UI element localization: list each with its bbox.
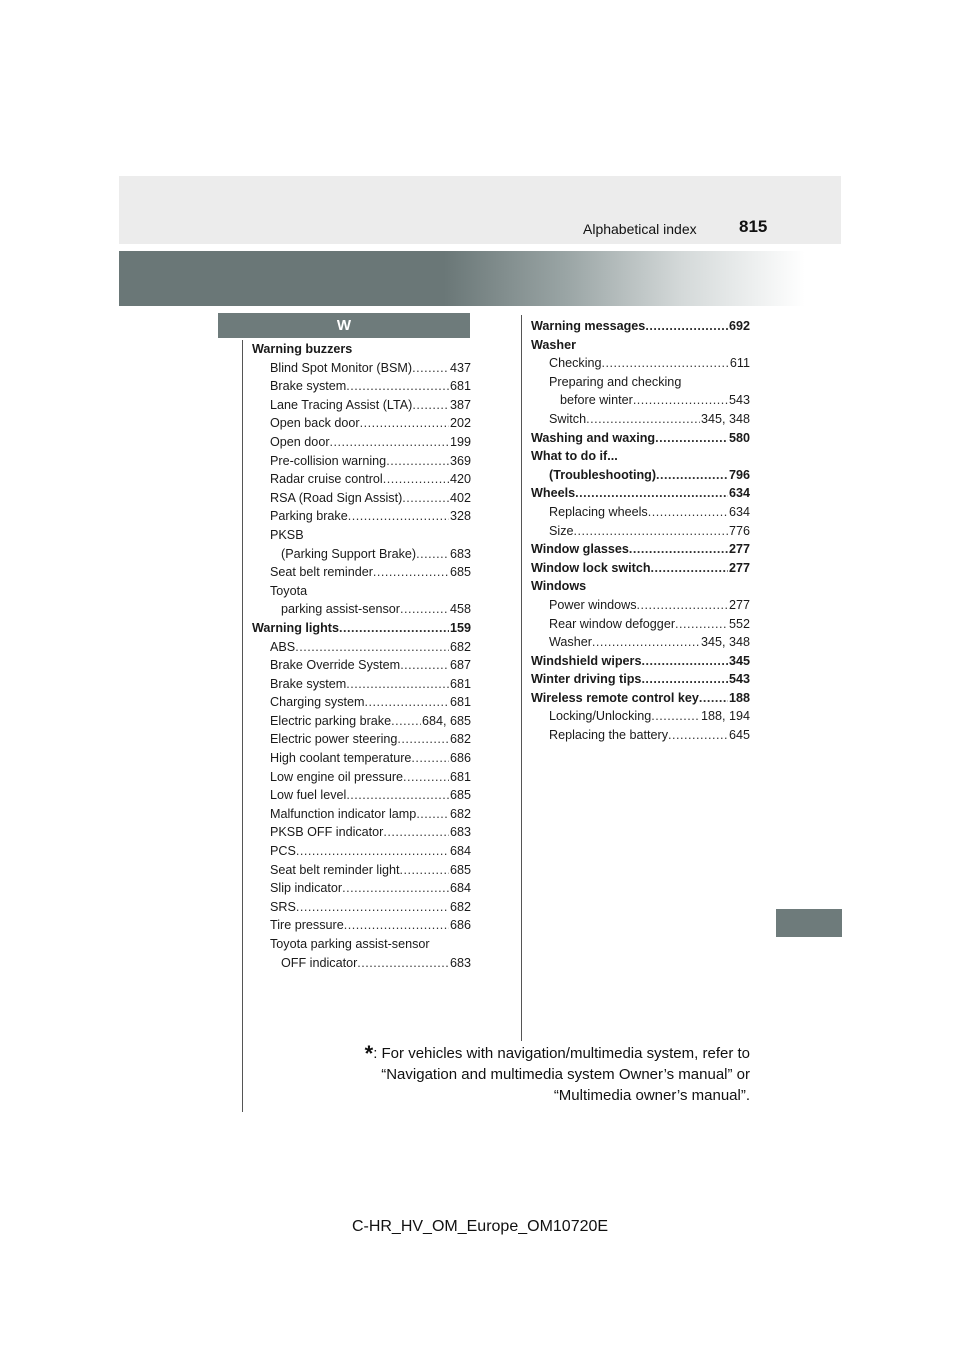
index-entry-text: Window lock switch <box>531 560 651 575</box>
index-entry-text: Locking/Unlocking <box>549 709 652 724</box>
index-entry-text: High coolant temperature <box>270 751 412 766</box>
index-entry <box>252 377 471 396</box>
index-entry <box>252 712 471 731</box>
left-margin-divider <box>242 340 243 1112</box>
dot-leader <box>416 805 449 824</box>
index-entry-text: PKSB <box>270 527 304 542</box>
index-entry <box>252 898 471 917</box>
index-entry-page: 681 <box>449 695 471 710</box>
dot-leader <box>339 619 449 638</box>
dot-leader <box>641 652 728 671</box>
index-entry-text: Warning buzzers <box>252 342 353 356</box>
index-entry <box>252 693 471 712</box>
index-column-left <box>252 340 471 972</box>
dot-leader <box>699 689 728 708</box>
index-entry-text: (Troubleshooting) <box>549 467 657 482</box>
index-entry-page: 683 <box>449 825 471 840</box>
dot-leader <box>357 954 449 973</box>
dot-leader <box>629 540 728 559</box>
index-entry-page: 420 <box>449 472 471 487</box>
index-entry <box>252 600 471 619</box>
index-entry <box>531 689 750 708</box>
index-entry-text: Lane Tracing Assist (LTA) <box>270 397 413 412</box>
index-entry <box>531 652 750 671</box>
index-entry-text: Windshield wipers <box>531 653 642 668</box>
index-entry <box>531 317 750 336</box>
page-number: 815 <box>739 217 768 236</box>
dot-leader <box>346 377 449 396</box>
index-entry <box>252 879 471 898</box>
index-entry-text: Wireless remote control key <box>531 690 699 705</box>
index-entry-text: Seat belt reminder light <box>270 862 400 877</box>
dot-leader <box>360 414 449 433</box>
index-entry-text: Preparing and checking <box>549 374 682 389</box>
index-entry-page: 683 <box>449 546 471 561</box>
index-entry-text: Washer <box>549 635 592 650</box>
index-entry-text: Tire pressure <box>270 918 344 933</box>
index-entry <box>531 596 750 615</box>
index-entry-page: 681 <box>449 379 471 394</box>
index-entry-page: 776 <box>728 523 750 538</box>
letter-heading: W <box>218 313 470 338</box>
index-entry-page: 277 <box>728 597 750 612</box>
index-entry <box>531 522 750 541</box>
dot-leader <box>651 559 728 578</box>
header-band <box>119 176 841 244</box>
index-entry <box>252 452 471 471</box>
index-entry-page: 199 <box>449 434 471 449</box>
index-entry-page: 682 <box>449 732 471 747</box>
index-entry-text: Replacing the battery <box>549 728 669 743</box>
index-entry-text: Power windows <box>549 597 637 612</box>
index-entry <box>531 429 750 448</box>
index-entry-text: Switch <box>549 411 587 426</box>
dot-leader <box>391 712 421 731</box>
index-entry-text: ABS <box>270 639 296 654</box>
index-entry-page: 634 <box>728 486 750 501</box>
index-entry-page: 682 <box>449 899 471 914</box>
index-entry-page: 402 <box>449 490 471 505</box>
dot-leader <box>397 730 449 749</box>
index-entry-text: PKSB OFF indicator <box>270 825 384 840</box>
index-entry-text: Slip indicator <box>270 881 343 896</box>
index-entry <box>252 805 471 824</box>
dot-leader <box>412 396 449 415</box>
index-entry <box>531 670 750 689</box>
index-entry-text: Toyota <box>270 583 308 598</box>
dot-leader <box>668 726 728 745</box>
section-title: Alphabetical index <box>583 221 697 237</box>
index-entry-text: What to do if... <box>531 449 618 464</box>
index-entry-page: 345 <box>728 653 750 668</box>
index-entry <box>531 540 750 559</box>
index-entry <box>252 563 471 582</box>
index-entry <box>252 470 471 489</box>
index-entry <box>531 615 750 634</box>
index-entry <box>252 749 471 768</box>
index-entry-text: Brake Override System <box>270 658 401 673</box>
dot-leader <box>383 470 449 489</box>
dot-leader <box>295 638 449 657</box>
index-entry-text: (Parking Support Brake) <box>281 546 417 561</box>
index-entry-page: 543 <box>728 672 750 687</box>
index-entry <box>252 823 471 842</box>
index-entry-page: 277 <box>728 542 750 557</box>
index-entry <box>531 484 750 503</box>
dot-leader <box>633 391 728 410</box>
index-entry-text: PCS <box>270 844 296 859</box>
dot-leader <box>330 433 449 452</box>
index-entry <box>252 730 471 749</box>
index-entry-page: 387 <box>449 397 471 412</box>
index-entry-text: RSA (Road Sign Assist) <box>270 490 403 505</box>
dot-leader <box>641 670 728 689</box>
index-entry-page: 682 <box>449 806 471 821</box>
index-entry-text: Washer <box>531 337 577 352</box>
dot-leader <box>296 842 449 861</box>
index-entry-page: 188 <box>728 690 750 705</box>
dot-leader <box>342 879 449 898</box>
dot-leader <box>574 522 728 541</box>
index-entry-text: Malfunction indicator lamp <box>270 806 417 821</box>
dot-leader <box>402 489 449 508</box>
index-entry-text: SRS <box>270 899 296 914</box>
index-entry <box>252 414 471 433</box>
index-entry <box>252 842 471 861</box>
header-gradient-bar <box>119 251 841 306</box>
index-entry <box>252 582 471 601</box>
dot-leader <box>412 359 449 378</box>
index-entry-text: Checking <box>549 356 602 371</box>
dot-leader <box>675 615 728 634</box>
index-entry-text: Open door <box>270 434 330 449</box>
index-entry <box>252 526 471 545</box>
index-entry-page: 458 <box>449 602 471 617</box>
index-entry-page: 645 <box>728 728 750 743</box>
index-entry <box>531 466 750 485</box>
index-entry-text: Brake system <box>270 379 347 394</box>
index-entry <box>252 433 471 452</box>
index-entry-text: Parking brake <box>270 509 348 524</box>
index-entry <box>252 768 471 787</box>
footnote <box>300 1043 750 1106</box>
index-entry <box>252 656 471 675</box>
index-entry <box>531 577 750 596</box>
index-entry <box>252 489 471 508</box>
index-entry-text: parking assist-sensor <box>281 602 400 617</box>
dot-leader <box>383 823 449 842</box>
dot-leader <box>586 410 700 429</box>
index-entry <box>252 935 471 954</box>
index-entry-page: 611 <box>729 356 750 371</box>
index-entry-page: 684 <box>449 881 471 896</box>
index-entry-page: 437 <box>449 360 471 375</box>
dot-leader <box>655 429 728 448</box>
index-entry-text: Seat belt reminder <box>270 565 373 580</box>
index-entry-text: Radar cruise control <box>270 472 383 487</box>
index-entry-text: Open back door <box>270 416 360 431</box>
index-entry-page: 681 <box>449 769 471 784</box>
index-entry-page: 685 <box>449 565 471 580</box>
index-entry-text: OFF indicator <box>281 955 358 970</box>
index-entry <box>531 707 750 726</box>
index-entry <box>531 503 750 522</box>
index-entry-text: Warning messages <box>531 319 646 333</box>
dot-leader <box>296 898 449 917</box>
dot-leader <box>373 563 449 582</box>
index-entry-text: Size <box>549 523 574 538</box>
dot-leader <box>637 596 728 615</box>
index-entry-text: Low fuel level <box>270 788 347 803</box>
index-entry <box>531 447 750 466</box>
document-code: C-HR_HV_OM_Europe_OM10720E <box>351 1218 609 1235</box>
index-entry-page: 345, 348 <box>700 635 750 650</box>
index-entry-text: Winter driving tips <box>531 672 642 687</box>
index-entry-text: Replacing wheels <box>549 504 648 519</box>
dot-leader <box>656 466 728 485</box>
index-entry <box>252 396 471 415</box>
index-entry-text: Blind Spot Monitor (BSM) <box>270 360 413 375</box>
index-entry <box>531 633 750 652</box>
index-entry-text: Electric parking brake <box>270 713 392 728</box>
index-entry <box>531 391 750 410</box>
index-entry-text: Charging system <box>270 695 365 710</box>
index-entry <box>252 340 471 359</box>
index-entry-text: Pre-collision warning <box>270 453 387 468</box>
index-entry <box>252 786 471 805</box>
index-entry-text: Electric power steering <box>270 732 398 747</box>
index-entry <box>252 545 471 564</box>
index-entry-page: 580 <box>728 430 750 445</box>
index-entry-page: 684, 685 <box>421 713 471 728</box>
dot-leader <box>602 354 729 373</box>
dot-leader <box>416 545 449 564</box>
index-entry-page: 682 <box>449 639 471 654</box>
dot-leader <box>346 786 449 805</box>
footnote-line-2: “Navigation and multimedia system Owner’s manual” or <box>381 1066 750 1083</box>
dot-leader <box>645 317 728 336</box>
dot-leader <box>575 484 728 503</box>
index-entry-page: 328 <box>449 509 471 524</box>
dot-leader <box>411 749 449 768</box>
index-entry-page: 686 <box>449 918 471 933</box>
index-entry-page: 683 <box>449 955 471 970</box>
index-entry <box>252 675 471 694</box>
index-entry <box>531 726 750 745</box>
index-entry-page: 685 <box>449 862 471 877</box>
index-entry-page: 687 <box>449 658 471 673</box>
index-entry-page: 681 <box>449 676 471 691</box>
index-entry-page: 159 <box>449 620 471 635</box>
index-entry <box>252 861 471 880</box>
dot-leader <box>348 507 449 526</box>
column-divider <box>521 315 522 1041</box>
dot-leader <box>403 768 449 787</box>
index-entry-text: Warning lights <box>252 620 339 635</box>
index-entry <box>531 373 750 392</box>
index-entry-page: 369 <box>449 453 471 468</box>
index-entry <box>531 336 750 355</box>
index-entry-page: 543 <box>728 393 750 408</box>
dot-leader <box>648 503 728 522</box>
dot-leader <box>386 452 449 471</box>
index-entry-page: 552 <box>728 616 750 631</box>
index-entry-page: 686 <box>449 751 471 766</box>
index-entry <box>252 359 471 378</box>
dot-leader <box>400 861 449 880</box>
dot-leader <box>365 693 449 712</box>
index-entry-text: Low engine oil pressure <box>270 769 404 784</box>
index-entry <box>531 410 750 429</box>
index-entry-page: 685 <box>449 788 471 803</box>
index-entry-page: 202 <box>449 416 471 431</box>
index-column-right <box>531 317 750 745</box>
index-entry <box>531 354 750 373</box>
index-entry <box>252 638 471 657</box>
index-entry-page: 684 <box>449 844 471 859</box>
index-entry-page: 634 <box>728 504 750 519</box>
dot-leader <box>400 656 449 675</box>
chapter-side-tab <box>776 909 842 937</box>
index-entry <box>252 507 471 526</box>
footnote-line-1: *: For vehicles with navigation/multimedia system, refer to <box>364 1041 750 1066</box>
index-entry-text: Windows <box>531 579 587 594</box>
index-entry <box>252 619 471 638</box>
index-entry-page: 188, 194 <box>700 709 750 724</box>
dot-leader <box>651 707 700 726</box>
index-entry <box>531 559 750 578</box>
index-entry-page: 692 <box>728 319 750 333</box>
index-entry-text: Rear window defogger <box>549 616 676 631</box>
index-entry-text: Wheels <box>531 486 576 501</box>
index-entry-text: Window glasses <box>531 542 629 557</box>
index-entry-text: before winter <box>560 393 633 408</box>
index-entry-text: Toyota parking assist-sensor <box>270 937 430 951</box>
index-entry-page: 796 <box>728 467 750 482</box>
index-entry-page: 277 <box>728 560 750 575</box>
dot-leader <box>344 916 449 935</box>
dot-leader <box>400 600 449 619</box>
dot-leader <box>592 633 700 652</box>
index-entry <box>252 954 471 973</box>
index-entry <box>252 916 471 935</box>
index-entry-text: Brake system <box>270 676 347 691</box>
index-entry-text: Washing and waxing <box>531 430 656 445</box>
dot-leader <box>346 675 449 694</box>
footnote-line-3: “Multimedia owner’s manual”. <box>553 1087 750 1104</box>
footnote-asterisk: * <box>364 1041 374 1066</box>
index-entry-page: 345, 348 <box>700 411 750 426</box>
